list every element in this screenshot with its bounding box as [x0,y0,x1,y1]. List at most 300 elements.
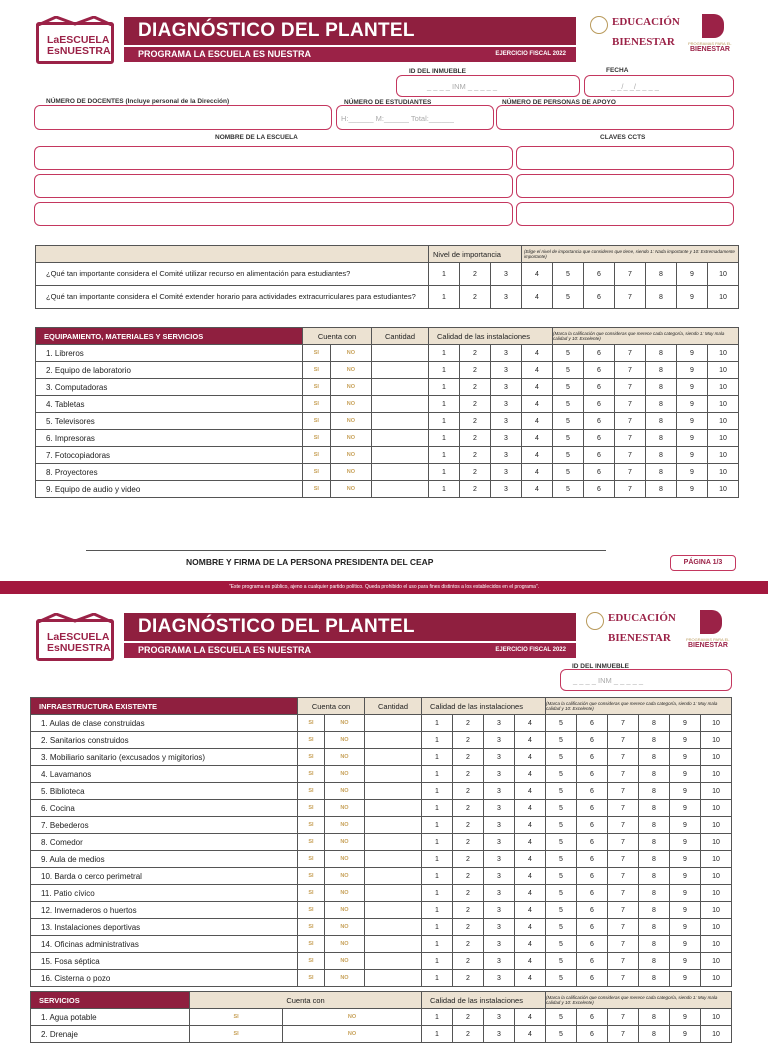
rating-option[interactable]: 2 [453,1009,484,1026]
rating-option[interactable]: 5 [546,800,577,817]
cantidad-field[interactable] [365,715,422,732]
no-option[interactable]: NO [330,464,371,481]
rating-option[interactable]: 4 [522,379,553,396]
rating-option[interactable]: 8 [639,868,670,885]
rating-option[interactable]: 4 [522,430,553,447]
rating-option[interactable]: 1 [422,834,453,851]
rating-option[interactable]: 4 [515,936,546,953]
no-option[interactable]: NO [324,970,364,987]
no-option[interactable]: NO [330,396,371,413]
rating-option[interactable]: 9 [677,379,708,396]
rating-option[interactable]: 9 [670,851,701,868]
rating-option[interactable]: 1 [422,970,453,987]
rating-option[interactable]: 4 [515,817,546,834]
rating-option[interactable]: 2 [453,834,484,851]
si-option[interactable]: SI [298,851,325,868]
rating-option[interactable]: 4 [522,263,553,286]
rating-option[interactable]: 2 [453,868,484,885]
rating-option[interactable]: 4 [522,286,553,309]
rating-option[interactable]: 1 [429,464,460,481]
rating-option[interactable]: 4 [522,464,553,481]
rating-option[interactable]: 8 [639,783,670,800]
rating-option[interactable]: 7 [608,970,639,987]
no-option[interactable]: NO [324,919,364,936]
cantidad-field[interactable] [365,902,422,919]
rating-option[interactable]: 10 [701,902,732,919]
si-option[interactable]: SI [298,970,325,987]
rating-option[interactable]: 2 [453,783,484,800]
rating-option[interactable]: 4 [522,481,553,498]
rating-option[interactable]: 4 [515,868,546,885]
cantidad-field[interactable] [372,379,429,396]
rating-option[interactable]: 9 [677,263,708,286]
rating-option[interactable]: 10 [701,1009,732,1026]
rating-option[interactable]: 8 [639,715,670,732]
rating-option[interactable]: 2 [453,936,484,953]
rating-option[interactable]: 8 [646,362,677,379]
rating-option[interactable]: 7 [608,749,639,766]
no-option[interactable]: NO [324,817,364,834]
rating-option[interactable]: 1 [429,481,460,498]
rating-option[interactable]: 9 [670,970,701,987]
cantidad-field[interactable] [365,766,422,783]
rating-option[interactable]: 9 [670,749,701,766]
rating-option[interactable]: 4 [515,766,546,783]
rating-option[interactable]: 3 [484,732,515,749]
rating-option[interactable]: 10 [701,970,732,987]
rating-option[interactable]: 1 [429,345,460,362]
si-option[interactable]: SI [303,413,331,430]
rating-option[interactable]: 9 [670,800,701,817]
docentes-field[interactable] [34,105,332,130]
cantidad-field[interactable] [365,817,422,834]
no-option[interactable]: NO [330,413,371,430]
rating-option[interactable]: 3 [491,464,522,481]
rating-option[interactable]: 7 [608,902,639,919]
rating-option[interactable]: 1 [422,800,453,817]
estudiantes-field[interactable] [336,105,494,130]
rating-option[interactable]: 10 [708,447,739,464]
rating-option[interactable]: 2 [453,919,484,936]
rating-option[interactable]: 1 [429,430,460,447]
rating-option[interactable]: 8 [639,834,670,851]
no-option[interactable]: NO [324,766,364,783]
si-option[interactable]: SI [190,1026,283,1043]
no-option[interactable]: NO [324,936,364,953]
no-option[interactable]: NO [330,430,371,447]
rating-option[interactable]: 7 [615,362,646,379]
id-inmueble-field-p2[interactable] [560,669,732,691]
rating-option[interactable]: 10 [708,464,739,481]
rating-option[interactable]: 9 [670,715,701,732]
rating-option[interactable]: 3 [491,430,522,447]
cantidad-field[interactable] [372,430,429,447]
rating-option[interactable]: 9 [670,766,701,783]
rating-option[interactable]: 10 [701,851,732,868]
rating-option[interactable]: 7 [608,783,639,800]
rating-option[interactable]: 3 [484,800,515,817]
rating-option[interactable]: 1 [422,885,453,902]
rating-option[interactable]: 10 [708,413,739,430]
no-option[interactable]: NO [330,345,371,362]
rating-option[interactable]: 5 [553,362,584,379]
rating-option[interactable]: 6 [577,1026,608,1043]
rating-option[interactable]: 1 [422,766,453,783]
rating-option[interactable]: 9 [670,868,701,885]
rating-option[interactable]: 2 [453,817,484,834]
rating-option[interactable]: 8 [639,766,670,783]
rating-option[interactable]: 8 [646,396,677,413]
si-option[interactable]: SI [298,817,325,834]
cantidad-field[interactable] [365,936,422,953]
cantidad-field[interactable] [365,919,422,936]
rating-option[interactable]: 10 [701,936,732,953]
rating-option[interactable]: 7 [608,868,639,885]
rating-option[interactable]: 10 [701,868,732,885]
rating-option[interactable]: 9 [670,817,701,834]
rating-option[interactable]: 6 [577,919,608,936]
rating-option[interactable]: 3 [491,481,522,498]
rating-option[interactable]: 8 [646,413,677,430]
rating-option[interactable]: 9 [670,919,701,936]
rating-option[interactable]: 6 [584,286,615,309]
rating-option[interactable]: 8 [646,430,677,447]
no-option[interactable]: NO [330,379,371,396]
rating-option[interactable]: 4 [522,362,553,379]
no-option[interactable]: NO [324,868,364,885]
rating-option[interactable]: 3 [484,817,515,834]
rating-option[interactable]: 7 [608,885,639,902]
rating-option[interactable]: 6 [577,800,608,817]
rating-option[interactable]: 5 [553,413,584,430]
si-option[interactable]: SI [303,447,331,464]
cantidad-field[interactable] [365,800,422,817]
rating-option[interactable]: 2 [453,732,484,749]
rating-option[interactable]: 7 [615,464,646,481]
rating-option[interactable]: 5 [546,834,577,851]
rating-option[interactable]: 9 [677,362,708,379]
rating-option[interactable]: 1 [429,362,460,379]
rating-option[interactable]: 5 [553,464,584,481]
rating-option[interactable]: 2 [460,286,491,309]
rating-option[interactable]: 3 [484,783,515,800]
rating-option[interactable]: 9 [677,286,708,309]
rating-option[interactable]: 1 [422,715,453,732]
cantidad-field[interactable] [365,885,422,902]
rating-option[interactable]: 3 [491,379,522,396]
rating-option[interactable]: 6 [577,817,608,834]
rating-option[interactable]: 5 [553,447,584,464]
cantidad-field[interactable] [372,345,429,362]
rating-option[interactable]: 7 [608,732,639,749]
no-option[interactable]: NO [324,783,364,800]
rating-option[interactable]: 4 [515,749,546,766]
rating-option[interactable]: 10 [701,834,732,851]
no-option[interactable]: NO [324,800,364,817]
rating-option[interactable]: 3 [491,286,522,309]
rating-option[interactable]: 5 [546,953,577,970]
rating-option[interactable]: 5 [546,902,577,919]
rating-option[interactable]: 6 [584,362,615,379]
rating-option[interactable]: 7 [615,481,646,498]
no-option[interactable]: NO [330,362,371,379]
rating-option[interactable]: 1 [429,396,460,413]
rating-option[interactable]: 1 [422,1026,453,1043]
rating-option[interactable]: 7 [608,800,639,817]
no-option[interactable]: NO [324,851,364,868]
si-option[interactable]: SI [298,732,325,749]
si-option[interactable]: SI [298,953,325,970]
no-option[interactable]: NO [324,885,364,902]
rating-option[interactable]: 5 [546,868,577,885]
no-option[interactable]: NO [324,953,364,970]
rating-option[interactable]: 9 [677,430,708,447]
rating-option[interactable]: 1 [429,286,460,309]
rating-option[interactable]: 10 [701,919,732,936]
rating-option[interactable]: 9 [670,1009,701,1026]
rating-option[interactable]: 9 [677,464,708,481]
rating-option[interactable]: 5 [546,936,577,953]
rating-option[interactable]: 2 [460,464,491,481]
rating-option[interactable]: 5 [546,715,577,732]
rating-option[interactable]: 7 [608,834,639,851]
rating-option[interactable]: 7 [608,851,639,868]
rating-option[interactable]: 3 [484,970,515,987]
id-inmueble-field[interactable] [396,75,580,97]
rating-option[interactable]: 6 [584,413,615,430]
rating-option[interactable]: 6 [584,396,615,413]
rating-option[interactable]: 6 [577,885,608,902]
no-option[interactable]: NO [324,715,364,732]
rating-option[interactable]: 5 [553,430,584,447]
rating-option[interactable]: 10 [701,715,732,732]
si-option[interactable]: SI [303,430,331,447]
rating-option[interactable]: 10 [708,345,739,362]
si-option[interactable]: SI [298,783,325,800]
rating-option[interactable]: 10 [708,430,739,447]
rating-option[interactable]: 6 [577,715,608,732]
rating-option[interactable]: 10 [701,817,732,834]
cantidad-field[interactable] [365,868,422,885]
rating-option[interactable]: 4 [515,851,546,868]
rating-option[interactable]: 2 [453,800,484,817]
rating-option[interactable]: 8 [646,464,677,481]
rating-option[interactable]: 7 [615,396,646,413]
rating-option[interactable]: 8 [639,953,670,970]
rating-option[interactable]: 6 [577,834,608,851]
rating-option[interactable]: 5 [546,766,577,783]
rating-option[interactable]: 2 [460,447,491,464]
fecha-field[interactable] [584,75,734,97]
rating-option[interactable]: 5 [546,885,577,902]
cantidad-field[interactable] [372,447,429,464]
rating-option[interactable]: 9 [670,902,701,919]
rating-option[interactable]: 6 [584,447,615,464]
rating-option[interactable]: 5 [546,749,577,766]
rating-option[interactable]: 4 [522,396,553,413]
rating-option[interactable]: 8 [639,885,670,902]
cantidad-field[interactable] [365,732,422,749]
rating-option[interactable]: 10 [701,732,732,749]
rating-option[interactable]: 6 [584,345,615,362]
rating-option[interactable]: 2 [460,430,491,447]
rating-option[interactable]: 8 [639,1009,670,1026]
rating-option[interactable]: 4 [515,885,546,902]
rating-option[interactable]: 1 [422,936,453,953]
rating-option[interactable]: 6 [577,783,608,800]
cantidad-field[interactable] [365,953,422,970]
rating-option[interactable]: 3 [491,396,522,413]
rating-option[interactable]: 2 [460,481,491,498]
rating-option[interactable]: 10 [701,953,732,970]
rating-option[interactable]: 4 [515,919,546,936]
rating-option[interactable]: 8 [646,447,677,464]
rating-option[interactable]: 1 [422,851,453,868]
rating-option[interactable]: 3 [491,263,522,286]
rating-option[interactable]: 2 [453,851,484,868]
cantidad-field[interactable] [365,970,422,987]
rating-option[interactable]: 4 [522,345,553,362]
rating-option[interactable]: 2 [453,902,484,919]
rating-option[interactable]: 3 [484,766,515,783]
cantidad-field[interactable] [372,396,429,413]
si-option[interactable]: SI [303,481,331,498]
rating-option[interactable]: 7 [608,936,639,953]
no-option[interactable]: NO [330,447,371,464]
rating-option[interactable]: 8 [639,970,670,987]
rating-option[interactable]: 9 [677,413,708,430]
rating-option[interactable]: 4 [515,800,546,817]
rating-option[interactable]: 4 [515,1026,546,1043]
si-option[interactable]: SI [298,902,325,919]
rating-option[interactable]: 9 [670,936,701,953]
rating-option[interactable]: 3 [491,362,522,379]
rating-option[interactable]: 7 [608,766,639,783]
clave-cct-field-1[interactable] [516,146,734,170]
rating-option[interactable]: 4 [522,447,553,464]
rating-option[interactable]: 8 [639,919,670,936]
rating-option[interactable]: 2 [453,970,484,987]
rating-option[interactable]: 3 [491,447,522,464]
rating-option[interactable]: 1 [429,413,460,430]
rating-option[interactable]: 2 [453,715,484,732]
rating-option[interactable]: 5 [553,345,584,362]
rating-option[interactable]: 8 [646,345,677,362]
rating-option[interactable]: 8 [646,263,677,286]
rating-option[interactable]: 5 [546,851,577,868]
rating-option[interactable]: 2 [460,396,491,413]
rating-option[interactable]: 4 [515,783,546,800]
rating-option[interactable]: 2 [453,953,484,970]
rating-option[interactable]: 5 [546,1009,577,1026]
cantidad-field[interactable] [372,481,429,498]
si-option[interactable]: SI [298,868,325,885]
rating-option[interactable]: 2 [460,413,491,430]
rating-option[interactable]: 7 [615,447,646,464]
rating-option[interactable]: 1 [422,749,453,766]
rating-option[interactable]: 9 [677,481,708,498]
cantidad-field[interactable] [365,749,422,766]
rating-option[interactable]: 5 [553,379,584,396]
rating-option[interactable]: 6 [577,970,608,987]
si-option[interactable]: SI [298,800,325,817]
rating-option[interactable]: 10 [708,286,739,309]
rating-option[interactable]: 1 [422,902,453,919]
rating-option[interactable]: 10 [708,379,739,396]
rating-option[interactable]: 5 [546,732,577,749]
rating-option[interactable]: 4 [515,902,546,919]
rating-option[interactable]: 3 [484,885,515,902]
rating-option[interactable]: 10 [701,1026,732,1043]
rating-option[interactable]: 7 [615,286,646,309]
rating-option[interactable]: 4 [515,715,546,732]
rating-option[interactable]: 7 [608,1026,639,1043]
rating-option[interactable]: 6 [577,766,608,783]
rating-option[interactable]: 3 [484,749,515,766]
rating-option[interactable]: 6 [584,263,615,286]
rating-option[interactable]: 5 [546,970,577,987]
si-option[interactable]: SI [303,379,331,396]
rating-option[interactable]: 2 [460,362,491,379]
cantidad-field[interactable] [372,362,429,379]
rating-option[interactable]: 6 [577,851,608,868]
rating-option[interactable]: 6 [577,1009,608,1026]
si-option[interactable]: SI [298,885,325,902]
rating-option[interactable]: 7 [615,430,646,447]
clave-cct-field-2[interactable] [516,174,734,198]
rating-option[interactable]: 8 [646,379,677,396]
si-option[interactable]: SI [190,1009,283,1026]
rating-option[interactable]: 3 [491,345,522,362]
rating-option[interactable]: 7 [608,1009,639,1026]
si-option[interactable]: SI [303,362,331,379]
apoyo-field[interactable] [496,105,734,130]
rating-option[interactable]: 6 [577,953,608,970]
rating-option[interactable]: 1 [429,447,460,464]
rating-option[interactable]: 10 [708,362,739,379]
rating-option[interactable]: 9 [670,1026,701,1043]
si-option[interactable]: SI [298,936,325,953]
rating-option[interactable]: 7 [615,263,646,286]
rating-option[interactable]: 5 [553,396,584,413]
rating-option[interactable]: 3 [491,413,522,430]
rating-option[interactable]: 4 [515,732,546,749]
rating-option[interactable]: 8 [639,902,670,919]
rating-option[interactable]: 3 [484,1026,515,1043]
rating-option[interactable]: 3 [484,851,515,868]
cantidad-field[interactable] [365,783,422,800]
no-option[interactable]: NO [324,749,364,766]
rating-option[interactable]: 2 [453,766,484,783]
rating-option[interactable]: 1 [422,868,453,885]
rating-option[interactable]: 8 [639,817,670,834]
rating-option[interactable]: 5 [546,919,577,936]
rating-option[interactable]: 6 [577,936,608,953]
rating-option[interactable]: 1 [422,783,453,800]
si-option[interactable]: SI [298,766,325,783]
rating-option[interactable]: 2 [453,885,484,902]
rating-option[interactable]: 6 [584,430,615,447]
rating-option[interactable]: 3 [484,834,515,851]
rating-option[interactable]: 7 [608,953,639,970]
si-option[interactable]: SI [303,464,331,481]
si-option[interactable]: SI [303,396,331,413]
rating-option[interactable]: 8 [639,1026,670,1043]
rating-option[interactable]: 8 [639,749,670,766]
rating-option[interactable]: 3 [484,715,515,732]
no-option[interactable]: NO [330,481,371,498]
rating-option[interactable]: 3 [484,868,515,885]
